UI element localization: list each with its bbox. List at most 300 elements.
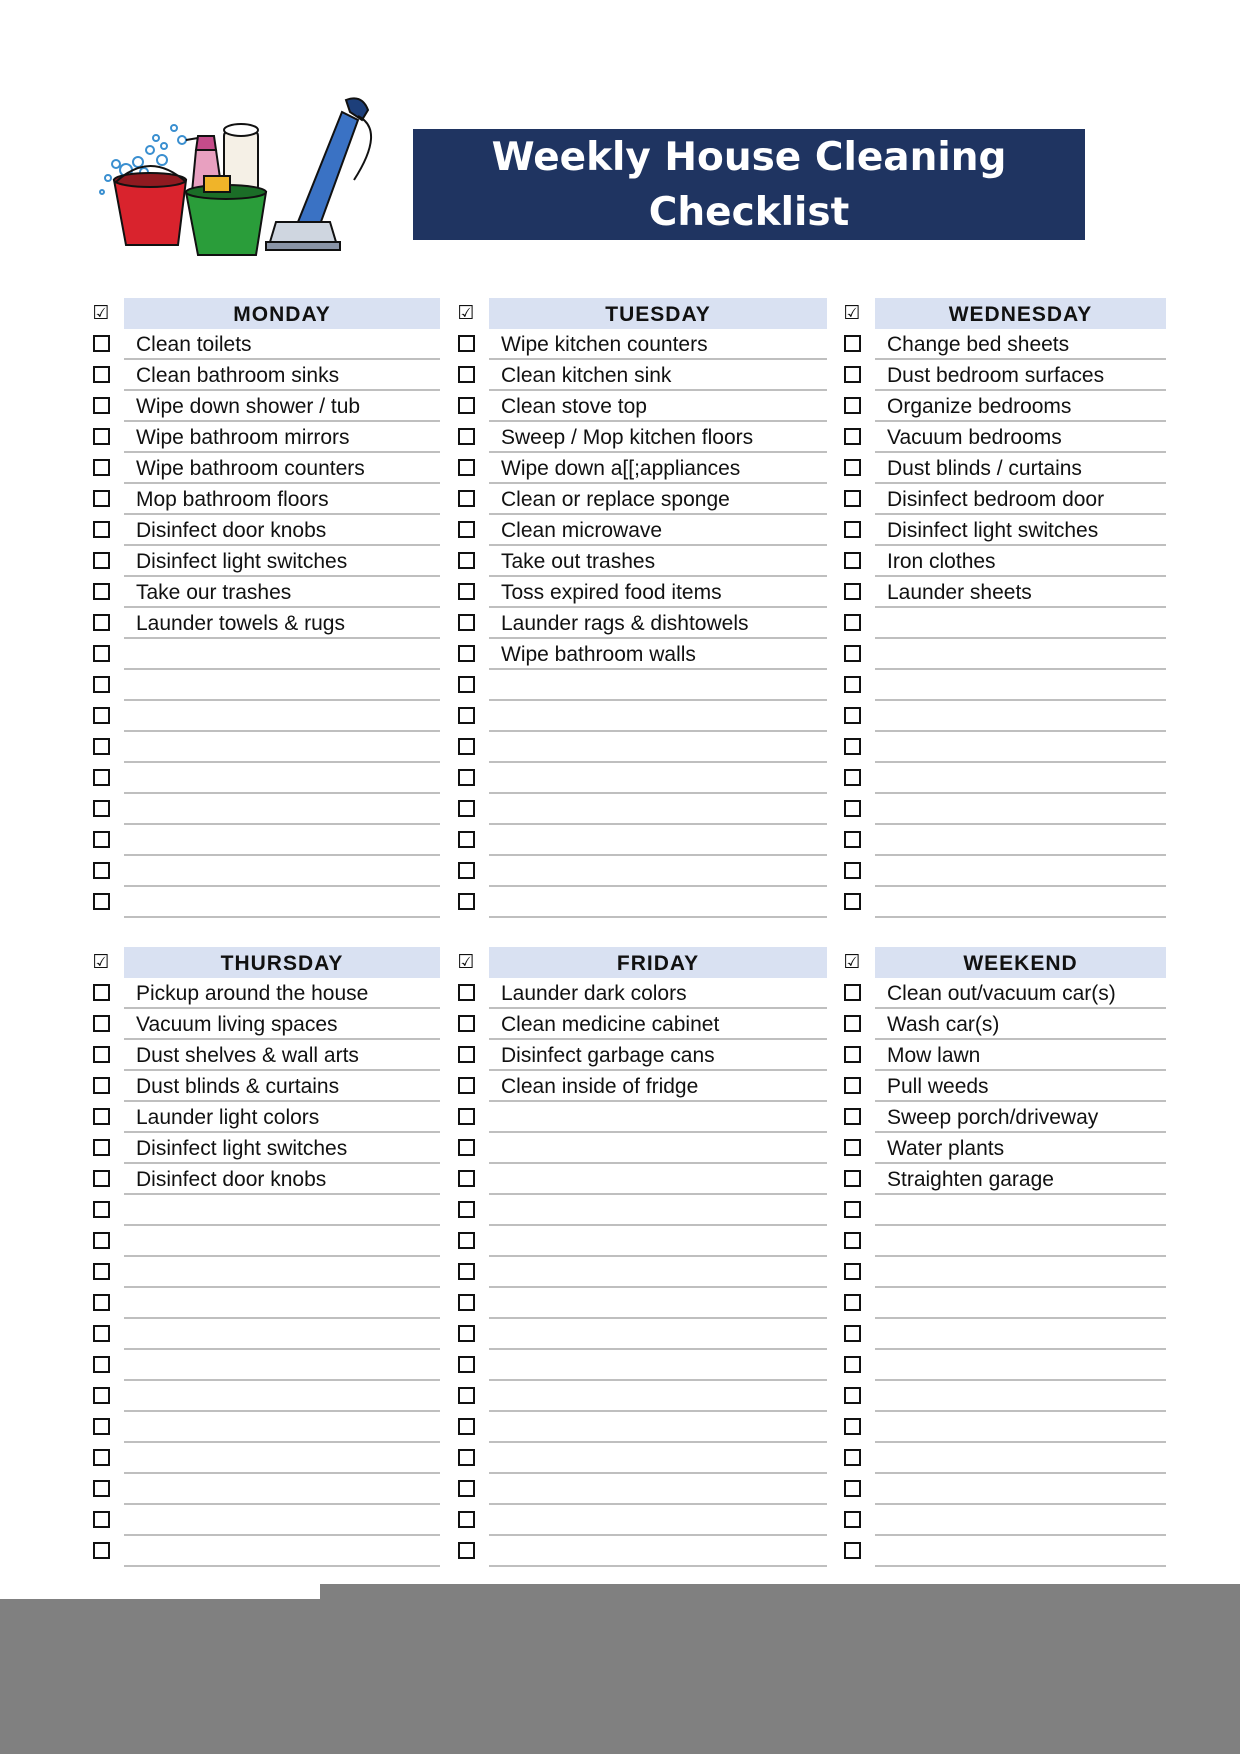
- task-checkbox[interactable]: [844, 397, 861, 414]
- task-checkbox[interactable]: [844, 1139, 861, 1156]
- vacuum-cleaner-icon: [266, 98, 371, 250]
- checklist-row: [875, 639, 1166, 670]
- checklist-row: [124, 515, 440, 546]
- checklist-row: [875, 1350, 1166, 1381]
- task-checkbox[interactable]: [458, 614, 475, 631]
- checklist-row: [489, 1474, 827, 1505]
- task-checkbox[interactable]: [844, 552, 861, 569]
- task-label: Clean kitchen sink: [501, 364, 672, 387]
- checklist-row: [489, 978, 827, 1009]
- checklist-row: [489, 1443, 827, 1474]
- task-label: Sweep / Mop kitchen floors: [501, 426, 754, 449]
- day-header: THURSDAY: [124, 947, 440, 978]
- task-checkbox[interactable]: [93, 397, 110, 414]
- checklist-row: [875, 1288, 1166, 1319]
- checklist-row: [124, 1164, 440, 1195]
- task-checkbox[interactable]: [458, 1232, 475, 1249]
- checklist-row: [875, 329, 1166, 360]
- checklist-row: [875, 1412, 1166, 1443]
- task-checkbox[interactable]: [458, 769, 475, 786]
- checklist-row: [489, 515, 827, 546]
- task-checkbox[interactable]: [844, 1294, 861, 1311]
- checklist-row: [124, 1071, 440, 1102]
- task-label: Wipe down a[[;appliances: [501, 457, 741, 480]
- checklist-row: [875, 515, 1166, 546]
- checklist-row: [489, 763, 827, 794]
- day-header: WEEKEND: [875, 947, 1166, 978]
- task-label: Disinfect light switches: [136, 550, 348, 573]
- task-checkbox[interactable]: [844, 614, 861, 631]
- task-checkbox[interactable]: [458, 428, 475, 445]
- checklist-row: [875, 1040, 1166, 1071]
- checklist-row: [875, 1381, 1166, 1412]
- task-checkbox[interactable]: [93, 335, 110, 352]
- checklist-row: [124, 1381, 440, 1412]
- checklist-row: [875, 608, 1166, 639]
- task-checkbox[interactable]: [93, 1139, 110, 1156]
- task-checkbox[interactable]: [93, 1108, 110, 1125]
- task-label: Clean bathroom sinks: [136, 364, 340, 387]
- checklist-row: [124, 1226, 440, 1257]
- checklist-row: [124, 1102, 440, 1133]
- task-checkbox[interactable]: [844, 1449, 861, 1466]
- checklist-row: [489, 1009, 827, 1040]
- checklist-row: [875, 856, 1166, 887]
- day-header: WEDNESDAY: [875, 298, 1166, 329]
- checklist-row: [124, 1133, 440, 1164]
- task-checkbox[interactable]: [93, 893, 110, 910]
- checklist-row: [124, 329, 440, 360]
- checklist-row: [124, 360, 440, 391]
- task-checkbox[interactable]: [844, 1511, 861, 1528]
- checklist-row: [875, 577, 1166, 608]
- task-checkbox[interactable]: [458, 1449, 475, 1466]
- task-checkbox[interactable]: [458, 490, 475, 507]
- checklist-row: [489, 1319, 827, 1350]
- task-checkbox[interactable]: [844, 645, 861, 662]
- weekend-column: [843, 947, 1166, 1567]
- task-label: Clean microwave: [501, 519, 663, 542]
- checklist-row: [875, 794, 1166, 825]
- cleaning-supplies-clipart: [86, 80, 386, 265]
- task-label: Change bed sheets: [887, 333, 1070, 356]
- checklist-row: [489, 1133, 827, 1164]
- checklist-row: [875, 825, 1166, 856]
- task-checkbox[interactable]: [458, 335, 475, 352]
- checklist-row: [875, 1319, 1166, 1350]
- checklist-row: [489, 825, 827, 856]
- task-label: Clean stove top: [501, 395, 647, 418]
- task-checkbox[interactable]: [458, 800, 475, 817]
- task-checkbox[interactable]: [93, 428, 110, 445]
- checklist-row: [875, 670, 1166, 701]
- page-title: [413, 129, 1085, 240]
- task-label: Wipe down shower / tub: [136, 395, 361, 418]
- checklist-row: [489, 577, 827, 608]
- task-checkbox[interactable]: [458, 1294, 475, 1311]
- checklist-row: [489, 1071, 827, 1102]
- task-checkbox[interactable]: [844, 707, 861, 724]
- task-checkbox[interactable]: [844, 428, 861, 445]
- checklist-row: [489, 391, 827, 422]
- checklist-row: [875, 1443, 1166, 1474]
- task-checkbox[interactable]: [458, 893, 475, 910]
- task-checkbox[interactable]: [458, 1418, 475, 1435]
- task-checkbox[interactable]: [93, 831, 110, 848]
- checklist-row: [124, 825, 440, 856]
- title-line-1: Weekly House Cleaning: [491, 134, 1007, 180]
- task-label: Take out trashes: [501, 550, 656, 573]
- task-checkbox[interactable]: [458, 1046, 475, 1063]
- header-checkmark-icon: ☑: [92, 302, 110, 324]
- checklist-row: [489, 639, 827, 670]
- checklist-row: [124, 794, 440, 825]
- task-checkbox[interactable]: [93, 583, 110, 600]
- task-label: Disinfect garbage cans: [501, 1044, 715, 1067]
- checklist-row: [875, 701, 1166, 732]
- checklist-row: [124, 1536, 440, 1567]
- checklist-row: [124, 1257, 440, 1288]
- task-checkbox[interactable]: [458, 366, 475, 383]
- checklist-row: [489, 608, 827, 639]
- task-checkbox[interactable]: [93, 800, 110, 817]
- checklist-row: [875, 546, 1166, 577]
- checklist-row: [875, 484, 1166, 515]
- task-checkbox[interactable]: [93, 707, 110, 724]
- checklist-row: [875, 732, 1166, 763]
- checklist-row: [124, 639, 440, 670]
- checklist-row: [124, 1040, 440, 1071]
- checklist-row: [124, 732, 440, 763]
- header-checkmark-icon: ☑: [457, 951, 475, 973]
- task-checkbox[interactable]: [458, 1356, 475, 1373]
- task-label: Take our trashes: [136, 581, 292, 604]
- checklist-row: [124, 1009, 440, 1040]
- task-checkbox[interactable]: [458, 1387, 475, 1404]
- checklist-row: [489, 856, 827, 887]
- task-checkbox[interactable]: [93, 676, 110, 693]
- checklist-row: [875, 1536, 1166, 1567]
- task-label: Wipe bathroom walls: [501, 643, 696, 666]
- task-checkbox[interactable]: [844, 583, 861, 600]
- task-checkbox[interactable]: [844, 862, 861, 879]
- task-checkbox[interactable]: [93, 1015, 110, 1032]
- task-checkbox[interactable]: [844, 490, 861, 507]
- task-checkbox[interactable]: [844, 1387, 861, 1404]
- checklist-row: [489, 794, 827, 825]
- task-checkbox[interactable]: [844, 1263, 861, 1280]
- task-label: Launder dark colors: [501, 982, 687, 1005]
- task-label: Water plants: [887, 1137, 1005, 1160]
- checklist-row: [124, 763, 440, 794]
- title-line-2: Checklist: [648, 189, 850, 235]
- task-label: Dust bedroom surfaces: [887, 364, 1105, 387]
- checklist-row: [124, 1195, 440, 1226]
- checklist-row: [875, 1071, 1166, 1102]
- day-header: TUESDAY: [489, 298, 827, 329]
- task-label: Wash car(s): [887, 1013, 1000, 1036]
- task-checkbox[interactable]: [844, 1418, 861, 1435]
- task-checkbox[interactable]: [844, 1232, 861, 1249]
- checklist-row: [124, 484, 440, 515]
- checklist-row: [124, 608, 440, 639]
- task-label: Sweep porch/driveway: [887, 1106, 1099, 1129]
- task-checkbox[interactable]: [458, 1511, 475, 1528]
- task-label: Dust blinds / curtains: [887, 457, 1082, 480]
- header-checkmark-icon: ☑: [843, 951, 861, 973]
- task-label: Launder rags & dishtowels: [501, 612, 749, 635]
- task-checkbox[interactable]: [93, 1201, 110, 1218]
- task-checkbox[interactable]: [844, 1170, 861, 1187]
- checklist-row: [124, 1288, 440, 1319]
- checklist-row: [489, 1288, 827, 1319]
- checklist-row: [124, 1474, 440, 1505]
- task-checkbox[interactable]: [458, 738, 475, 755]
- task-checkbox[interactable]: [93, 1046, 110, 1063]
- checklist-row: [489, 546, 827, 577]
- task-checkbox[interactable]: [844, 800, 861, 817]
- checklist-row: [875, 763, 1166, 794]
- task-label: Clean medicine cabinet: [501, 1013, 720, 1036]
- header-checkmark-icon: ☑: [457, 302, 475, 324]
- task-checkbox[interactable]: [93, 862, 110, 879]
- thursday-column: [92, 947, 440, 1567]
- task-label: Disinfect light switches: [887, 519, 1099, 542]
- checklist-row: [489, 1102, 827, 1133]
- checklist-row: [124, 391, 440, 422]
- checklist-row: [489, 1381, 827, 1412]
- task-checkbox[interactable]: [458, 1480, 475, 1497]
- checklist-row: [489, 1195, 827, 1226]
- task-label: Organize bedrooms: [887, 395, 1072, 418]
- task-checkbox[interactable]: [93, 1294, 110, 1311]
- task-checkbox[interactable]: [93, 552, 110, 569]
- day-header: FRIDAY: [489, 947, 827, 978]
- checklist-row: [124, 856, 440, 887]
- checklist-row: [875, 391, 1166, 422]
- task-checkbox[interactable]: [93, 1449, 110, 1466]
- header-checkmark-icon: ☑: [92, 951, 110, 973]
- task-checkbox[interactable]: [844, 893, 861, 910]
- task-checkbox[interactable]: [458, 862, 475, 879]
- checklist-row: [875, 1195, 1166, 1226]
- task-checkbox[interactable]: [458, 831, 475, 848]
- task-label: Toss expired food items: [501, 581, 722, 604]
- checklist-row: [875, 1257, 1166, 1288]
- task-checkbox[interactable]: [844, 738, 861, 755]
- task-checkbox[interactable]: [458, 1201, 475, 1218]
- task-checkbox[interactable]: [93, 1232, 110, 1249]
- task-checkbox[interactable]: [844, 984, 861, 1001]
- task-checkbox[interactable]: [93, 645, 110, 662]
- task-checkbox[interactable]: [458, 583, 475, 600]
- checklist-row: [124, 701, 440, 732]
- task-label: Launder towels & rugs: [136, 612, 345, 635]
- checklist-row: [124, 1443, 440, 1474]
- checklist-row: [875, 1226, 1166, 1257]
- task-checkbox[interactable]: [93, 614, 110, 631]
- task-checkbox[interactable]: [844, 1201, 861, 1218]
- task-checkbox[interactable]: [844, 1046, 861, 1063]
- task-label: Dust shelves & wall arts: [136, 1044, 359, 1067]
- task-checkbox[interactable]: [93, 459, 110, 476]
- task-label: Straighten garage: [887, 1168, 1054, 1191]
- friday-column: [457, 947, 827, 1567]
- checklist-row: [875, 1164, 1166, 1195]
- wednesday-column: [843, 298, 1166, 918]
- task-label: Wipe kitchen counters: [501, 333, 708, 356]
- task-checkbox[interactable]: [844, 521, 861, 538]
- checklist-row: [489, 1536, 827, 1567]
- task-checkbox[interactable]: [844, 1325, 861, 1342]
- checklist-row: [124, 670, 440, 701]
- checklist-row: [124, 1505, 440, 1536]
- task-label: Disinfect light switches: [136, 1137, 348, 1160]
- footer-overlay-bar: [0, 1599, 1240, 1754]
- checklist-row: [489, 887, 827, 918]
- task-checkbox[interactable]: [93, 1356, 110, 1373]
- checklist-row: [489, 1257, 827, 1288]
- checklist-row: [489, 1226, 827, 1257]
- task-checkbox[interactable]: [458, 1170, 475, 1187]
- checklist-row: [124, 577, 440, 608]
- checklist-row: [875, 1009, 1166, 1040]
- checklist-row: [489, 360, 827, 391]
- checklist-row: [489, 453, 827, 484]
- task-label: Clean inside of fridge: [501, 1075, 699, 1098]
- task-checkbox[interactable]: [93, 366, 110, 383]
- task-checkbox[interactable]: [93, 984, 110, 1001]
- checklist-row: [489, 670, 827, 701]
- task-checkbox[interactable]: [458, 521, 475, 538]
- task-checkbox[interactable]: [458, 1015, 475, 1032]
- checklist-row: [124, 1412, 440, 1443]
- task-checkbox[interactable]: [93, 1077, 110, 1094]
- task-label: Vacuum bedrooms: [887, 426, 1062, 449]
- task-checkbox[interactable]: [458, 552, 475, 569]
- checklist-row: [124, 453, 440, 484]
- task-checkbox[interactable]: [844, 1015, 861, 1032]
- task-checkbox[interactable]: [458, 984, 475, 1001]
- checklist-row: [875, 887, 1166, 918]
- task-checkbox[interactable]: [458, 1077, 475, 1094]
- checklist-row: [875, 978, 1166, 1009]
- checklist-row: [124, 887, 440, 918]
- tuesday-column: [457, 298, 827, 918]
- task-label: Dust blinds & curtains: [136, 1075, 340, 1098]
- task-checkbox[interactable]: [458, 1542, 475, 1559]
- task-checkbox[interactable]: [844, 1108, 861, 1125]
- task-checkbox[interactable]: [844, 1480, 861, 1497]
- task-checkbox[interactable]: [93, 490, 110, 507]
- task-checkbox[interactable]: [93, 769, 110, 786]
- task-checkbox[interactable]: [458, 645, 475, 662]
- task-checkbox[interactable]: [844, 335, 861, 352]
- footer-overlay-tab: [320, 1584, 1240, 1600]
- checklist-row: [875, 453, 1166, 484]
- checklist-row: [489, 422, 827, 453]
- task-checkbox[interactable]: [93, 1480, 110, 1497]
- task-checkbox[interactable]: [458, 1108, 475, 1125]
- task-checkbox[interactable]: [93, 1387, 110, 1404]
- checklist-row: [124, 978, 440, 1009]
- red-bucket-icon: [114, 166, 186, 245]
- checklist-row: [124, 1319, 440, 1350]
- checklist-row: [489, 701, 827, 732]
- header-checkmark-icon: ☑: [843, 302, 861, 324]
- task-label: Iron clothes: [887, 550, 996, 573]
- checklist-row: [875, 1505, 1166, 1536]
- task-label: Clean toilets: [136, 333, 252, 356]
- task-label: Disinfect door knobs: [136, 519, 327, 542]
- task-label: Pickup around the house: [136, 982, 369, 1005]
- checklist-row: [489, 329, 827, 360]
- task-checkbox[interactable]: [458, 1139, 475, 1156]
- task-label: Mow lawn: [887, 1044, 981, 1067]
- task-checkbox[interactable]: [458, 1263, 475, 1280]
- checklist-row: [489, 1412, 827, 1443]
- task-checkbox[interactable]: [93, 1263, 110, 1280]
- task-label: Mop bathroom floors: [136, 488, 329, 511]
- task-checkbox[interactable]: [458, 676, 475, 693]
- monday-column: [92, 298, 440, 918]
- task-label: Clean or replace sponge: [501, 488, 730, 511]
- task-label: Disinfect bedroom door: [887, 488, 1105, 511]
- task-checkbox[interactable]: [93, 1542, 110, 1559]
- task-checkbox[interactable]: [458, 1325, 475, 1342]
- checklist-row: [489, 1164, 827, 1195]
- checklist-row: [875, 1474, 1166, 1505]
- task-checkbox[interactable]: [93, 1511, 110, 1528]
- green-bucket-icon: [186, 176, 266, 255]
- task-label: Wipe bathroom mirrors: [136, 426, 350, 449]
- task-checkbox[interactable]: [844, 366, 861, 383]
- task-checkbox[interactable]: [844, 459, 861, 476]
- checklist-row: [875, 360, 1166, 391]
- checklist-row: [489, 484, 827, 515]
- checklist-row: [875, 1102, 1166, 1133]
- task-checkbox[interactable]: [93, 738, 110, 755]
- task-checkbox[interactable]: [844, 1077, 861, 1094]
- task-checkbox[interactable]: [844, 769, 861, 786]
- task-checkbox[interactable]: [844, 676, 861, 693]
- checklist-row: [489, 1040, 827, 1071]
- task-checkbox[interactable]: [458, 459, 475, 476]
- task-checkbox[interactable]: [844, 1356, 861, 1373]
- task-checkbox[interactable]: [93, 521, 110, 538]
- task-label: Launder light colors: [136, 1106, 320, 1129]
- checklist-row: [489, 1505, 827, 1536]
- task-checkbox[interactable]: [93, 1170, 110, 1187]
- task-label: Pull weeds: [887, 1075, 989, 1098]
- checklist-row: [124, 422, 440, 453]
- task-checkbox[interactable]: [458, 707, 475, 724]
- checklist-row: [124, 1350, 440, 1381]
- task-label: Clean out/vacuum car(s): [887, 982, 1116, 1005]
- task-checkbox[interactable]: [844, 1542, 861, 1559]
- task-checkbox[interactable]: [844, 831, 861, 848]
- task-checkbox[interactable]: [93, 1418, 110, 1435]
- task-label: Disinfect door knobs: [136, 1168, 327, 1191]
- checklist-row: [875, 1133, 1166, 1164]
- task-label: Vacuum living spaces: [136, 1013, 338, 1036]
- day-header: MONDAY: [124, 298, 440, 329]
- checklist-row: [489, 732, 827, 763]
- task-checkbox[interactable]: [458, 397, 475, 414]
- task-label: Launder sheets: [887, 581, 1032, 604]
- task-label: Wipe bathroom counters: [136, 457, 365, 480]
- task-checkbox[interactable]: [93, 1325, 110, 1342]
